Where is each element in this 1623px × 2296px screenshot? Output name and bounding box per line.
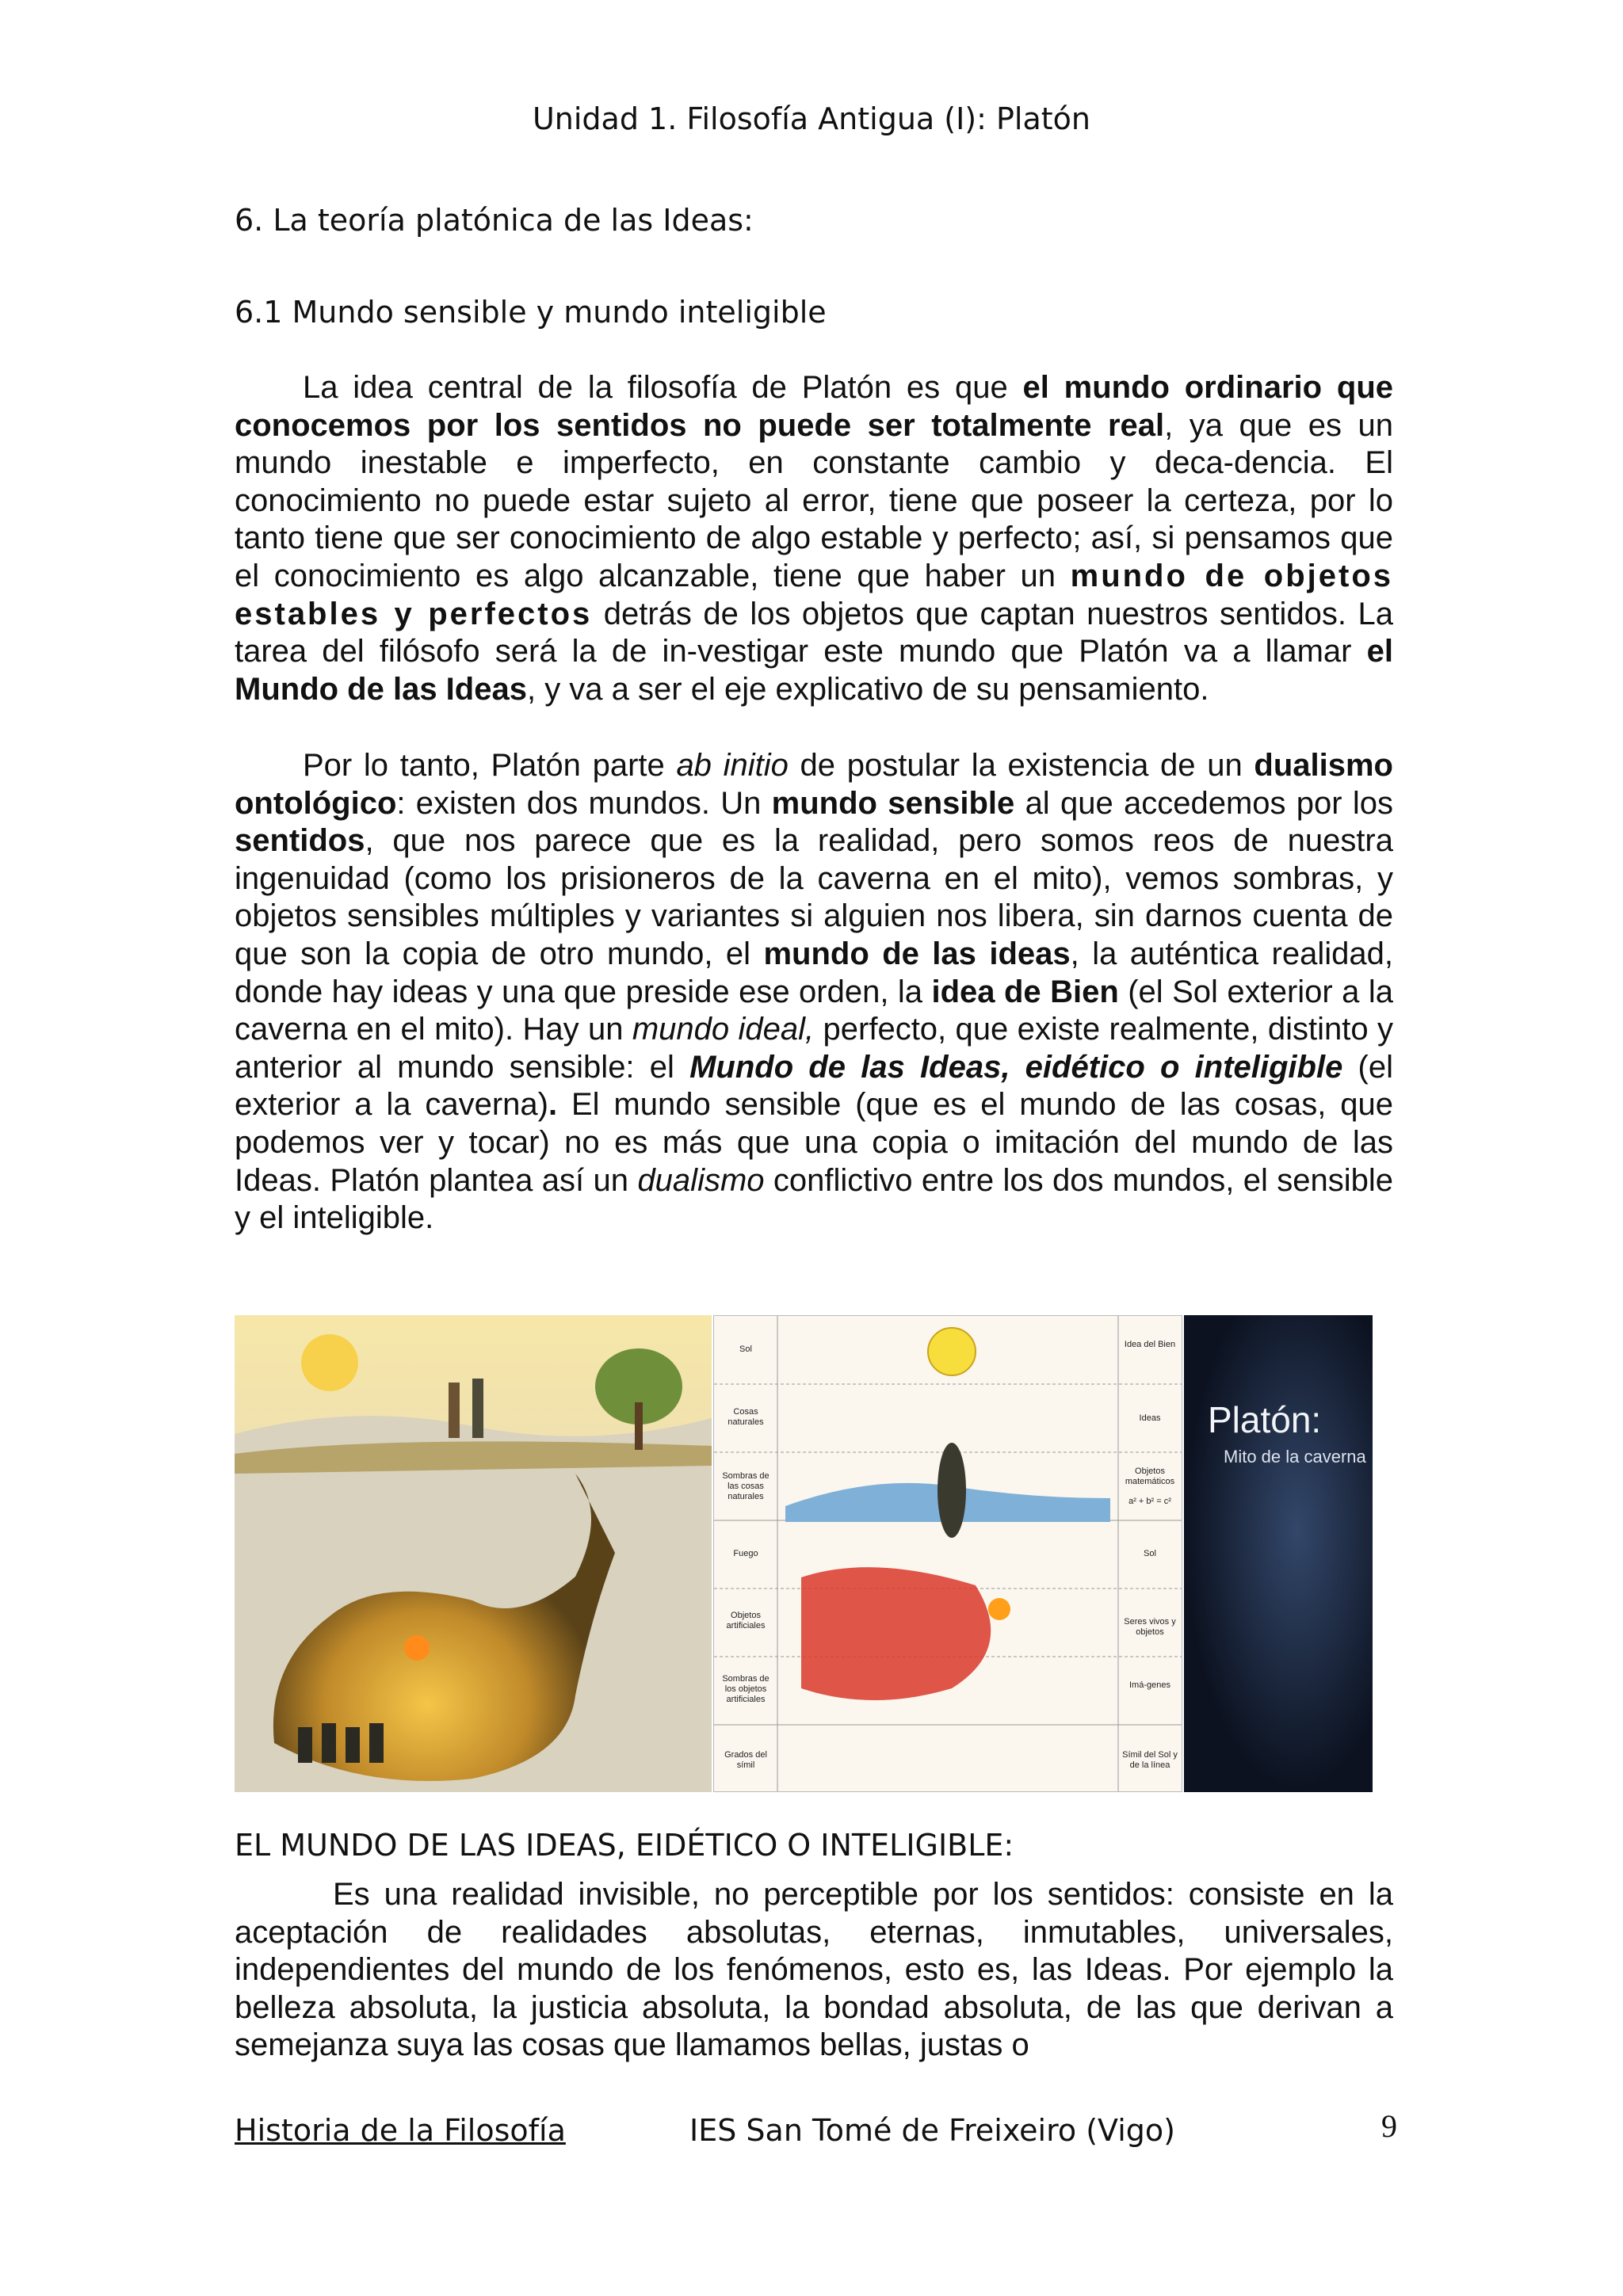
left-level-objetos-artificiales: Objetos artificiales	[726, 1611, 766, 1630]
page-number: 9	[1381, 2108, 1397, 2144]
subsection-title: 6.1 Mundo sensible y mundo inteligible	[235, 295, 827, 330]
section-title: 6. La teoría platónica de las Ideas:	[235, 203, 754, 238]
paragraph-3: Es una realidad invisible, no perceptible por los sentidos: consiste en la aceptación de realidades absolutas, eternas, inmutables, universales, independientes del mundo de los fenómenos, esto es, las Ideas. Por ejemplo la belleza absoluta, la justicia absoluta, la bondad absoluta, de las que derivan a semejanza suya las cosas que llamamos bellas, justas o	[235, 1877, 1393, 2063]
left-level-grados: Grados del símil	[724, 1750, 767, 1770]
line-simile-diagram	[713, 1315, 1182, 1792]
poster-title: Platón:	[1208, 1399, 1322, 1440]
right-level-simil: Símil del Sol y de la línea	[1122, 1750, 1178, 1770]
diagram-drawing	[714, 1316, 1182, 1791]
section-2-title: EL MUNDO DE LAS IDEAS, EIDÉTICO O INTELIGIBLE:	[235, 1828, 1014, 1863]
right-level-ideas: Ideas	[1139, 1413, 1161, 1423]
poster-subtitle: Mito de la caverna	[1224, 1447, 1366, 1466]
cave-drawing	[235, 1315, 712, 1792]
paragraph-1: La idea central de la filosofía de Platón es que el mundo ordinario que conocemos por los sentidos no puede ser totalmente real, ya que es un mundo inestable e imperfecto, en constante cambio y deca-dencia. El conocimiento no puede estar sujeto al error, tiene que poseer la certeza, por lo tanto tiene que ser conocimiento de algo estable y perfecto; así, si pensamos que el conocimiento es algo alcanzable, tiene que haber un mundo de objetos estables y perfectos detrás de los objetos que captan nuestros sentidos. La tarea del filósofo será la de in-vestigar este mundo que Platón va a llamar el Mundo de las Ideas, y va a ser el eje explicativo de su pensamiento.	[235, 370, 1394, 707]
footer-course: Historia de la Filosofía	[235, 2113, 566, 2148]
pythagoras-formula: a² + b² = c²	[1128, 1497, 1171, 1506]
cave-myth-poster	[1184, 1315, 1373, 1792]
page-header: Unidad 1. Filosofía Antigua (I): Platón	[532, 101, 1091, 136]
right-level-objetos-matematicos: Objetos matemáticos	[1125, 1466, 1175, 1486]
left-level-sol: Sol	[739, 1344, 752, 1354]
right-level-sol: Sol	[1144, 1549, 1156, 1558]
left-level-sombras-naturales: Sombras de las cosas naturales	[722, 1471, 769, 1501]
footer-school: IES San Tomé de Freixeiro (Vigo)	[689, 2113, 1175, 2148]
left-level-cosas-naturales: Cosas naturales	[727, 1407, 764, 1427]
left-level-sombras-artificiales: Sombras de los objetos artificiales	[722, 1674, 769, 1704]
paragraph-2: Por lo tanto, Platón parte ab initio de postular la existencia de un dualismo ontológico: existen dos mundos. Un mundo sensible al que accedemos por los sentidos, que nos parece que es la realidad, pero somos reos de nuestra ingenuidad (como los prisioneros de la caverna en el mito), vemos sombras, y objetos sensibles múltiples y variantes si alguien nos libera, sin darnos cuenta de que son la copia de otro mundo, el mundo de las ideas, la auténtica realidad, donde hay ideas y una que preside ese orden, la idea de Bien (el Sol exterior a la caverna en el mito). Hay un mundo ideal, perfecto, que existe realmente, distinto y anterior al mundo sensible: el Mundo de las Ideas, eidético o inteligible (el exterior a la caverna). El mundo sensible (que es el mundo de las cosas, que podemos ver y tocar) no es más que una copia o imitación del mundo de las Ideas. Platón plantea así un dualismo conflictivo entre los dos mundos, el sensible y el inteligible.	[235, 748, 1394, 1236]
right-level-imagenes: Imá-genes	[1129, 1680, 1170, 1690]
cave-illustration	[235, 1315, 712, 1792]
left-level-fuego: Fuego	[733, 1549, 758, 1558]
right-level-idea-bien: Idea del Bien	[1124, 1340, 1176, 1349]
right-level-seres-vivos: Seres vivos y objetos	[1124, 1617, 1176, 1637]
